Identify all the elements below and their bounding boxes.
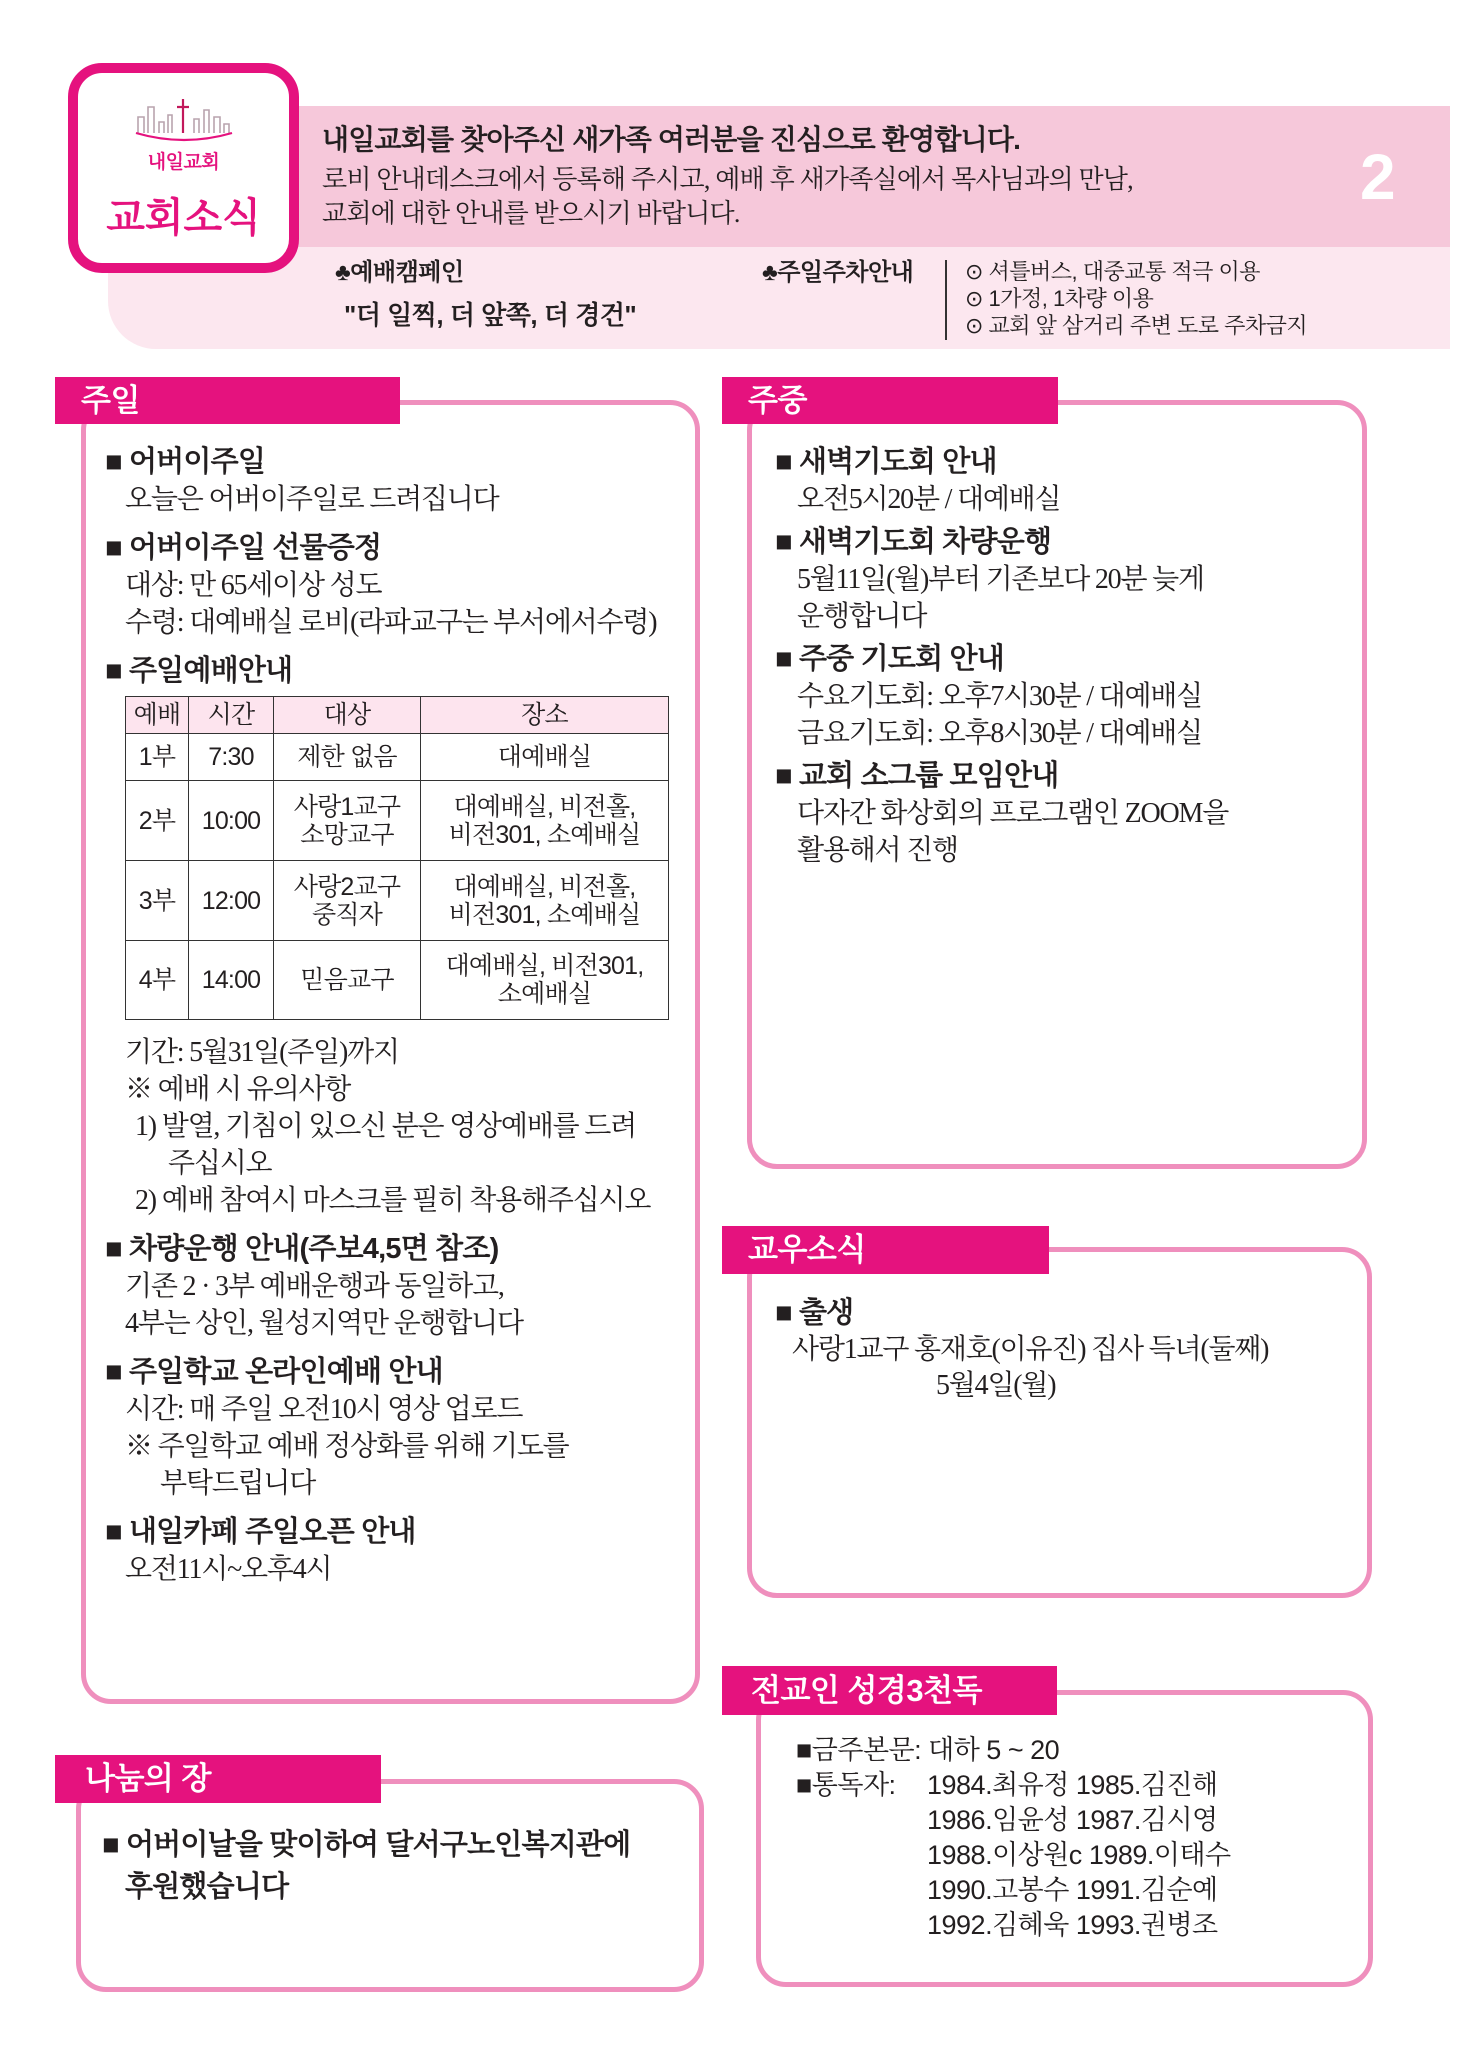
target-cell [274,781,421,861]
members-news-content [775,1294,1268,1404]
bible-reading-label: 전교인 성경3천독 [722,1666,1057,1715]
service-cell: 3부 [126,861,189,941]
campaign-label: ♣예배캠페인 [335,259,464,286]
weekday-section-box [747,400,1367,1169]
target-line: 사랑2교구 [293,872,401,901]
service-cell: 1부 [126,734,189,781]
place-line: 대예배실, 비전홀, [453,792,636,821]
table-header-cell: 예배 [126,697,189,734]
logo-title: 교회소식 [106,196,261,240]
page-number: 2 [1360,141,1396,213]
place-cell [421,781,669,861]
church-logo-icon [134,95,234,143]
target-cell [274,861,421,941]
weekday-content [775,443,1228,869]
small-group-text: 활용해서 진행 [797,835,958,866]
weekly-passage: ■금주본문: 대하 5 ~ 20 [796,1735,1060,1765]
parking-item: ⊙ 1가정, 1차량 이용 [965,286,1154,311]
parking-list [965,258,1307,339]
worship-notice-1-cont: 주십시오 [168,1148,272,1179]
place-line: 대예배실, 비전301, [445,952,644,980]
target-cell [274,941,421,1020]
welcome-headline: 내일교회를 찾아주신 새가족 여러분을 진심으로 환영합니다. [322,124,1021,155]
cafe-heading: ■ 내일카페 주일오픈 안내 [105,1516,416,1548]
midweek-prayer-heading: ■ 주중 기도회 안내 [775,643,1004,675]
worship-notice-title: ※ 예배 시 유의사항 [125,1074,351,1105]
parents-sunday-text: 오늘은 어버이주일로 드려집니다 [125,484,499,515]
place-line: 비전301, 소예배실 [448,820,641,849]
reader-names: 1986.임윤성 1987.김시영 [927,1805,1218,1835]
sunday-school-text: ※ 주일학교 예배 정상화를 위해 기도를 [125,1431,569,1462]
time-cell: 12:00 [189,861,274,941]
birth-heading: ■ 출생 [775,1297,854,1329]
parking-label: ♣주일주차안내 [762,259,914,286]
vehicle-text: 4부는 상인, 월성지역만 운행합니다 [125,1308,523,1339]
table-row [126,861,669,941]
target-line: 사랑1교구 [293,792,401,821]
bible-reading-content [796,1733,1231,1943]
midweek-prayer-text: 수요기도회: 오후7시30분 / 대예배실 [797,681,1202,712]
campaign-slogan: "더 일찍, 더 앞쪽, 더 경건" [344,300,637,330]
place-line: 비전301, 소예배실 [448,900,641,929]
time-cell: 7:30 [189,734,274,781]
sunday-school-text: 시간: 매 주일 오전10시 영상 업로드 [125,1394,523,1425]
sharing-text: ■ 어버이날을 맞이하여 달서구노인복지관에 [102,1829,631,1861]
members-news-label: 교우소식 [722,1226,1049,1274]
sharing-content [102,1824,630,1908]
sunday-content [105,443,669,1588]
target-cell [274,734,421,781]
birth-date: 5월4일(월) [936,1370,1056,1401]
church-news-logo [68,63,299,273]
place-line: 대예배실 [497,743,592,771]
midweek-prayer-text: 금요기도회: 오후8시30분 / 대예배실 [797,718,1202,749]
logo-church-name: 내일교회 [147,152,220,173]
target-line: 중직자 [311,900,383,929]
reader-names: 1984.최유정 1985.김진해 [927,1770,1218,1800]
welcome-line-1: 로비 안내데스크에서 등록해 주시고, 예배 후 새가족실에서 목사님과의 만남, [322,165,1133,194]
parking-item: ⊙ 교회 앞 삼거리 주변 도로 주차금지 [965,313,1308,338]
sunday-school-text: 부탁드립니다 [160,1468,316,1499]
place-cell [421,734,669,781]
time-cell: 10:00 [189,781,274,861]
gift-target-text: 대상: 만 65세이상 성도 [125,570,382,601]
target-line: 제한 없음 [297,743,397,771]
dawn-prayer-text: 오전5시20분 / 대예배실 [797,484,1061,515]
members-news-box [747,1247,1372,1598]
table-header-cell: 장소 [421,697,669,734]
worship-period-text: 기간: 5월31일(주일)까지 [125,1037,399,1068]
sunday-section-box [81,400,700,1704]
table-row [126,941,669,1020]
readers-label: ■통독자: [796,1770,896,1800]
worship-schedule-table [125,696,669,1020]
vehicle-text: 기존 2 · 3부 예배운행과 동일하고, [125,1271,504,1302]
worship-notice-2: 2) 예배 참여시 마스크를 필히 착용해주십시오 [135,1185,651,1216]
welcome-line-2: 교회에 대한 안내를 받으시기 바랍니다. [322,199,740,228]
sharing-section-box [76,1779,704,1992]
small-group-heading: ■ 교회 소그룹 모임안내 [775,760,1059,792]
sunday-section-label: 주일 [55,377,400,424]
service-cell: 2부 [126,781,189,861]
readers-row [796,1768,1231,1803]
service-cell: 4부 [126,941,189,1020]
weekday-section-label: 주중 [722,377,1058,424]
parents-sunday-heading: ■ 어버이주일 [105,446,266,478]
table-header-row [126,697,669,734]
target-line: 믿음교구 [300,966,394,994]
worship-heading: ■ 주일예배안내 [105,655,293,687]
small-group-text: 다자간 화상회의 프로그램인 ZOOM을 [797,798,1229,829]
place-cell [421,861,669,941]
table-row [126,734,669,781]
bible-reading-box [756,1690,1373,1987]
place-cell [421,941,669,1020]
table-header-cell: 대상 [274,697,421,734]
dawn-prayer-bus-heading: ■ 새벽기도회 차량운행 [775,526,1052,558]
gift-heading: ■ 어버이주일 선물증정 [105,532,382,564]
dawn-prayer-bus-text: 운행합니다 [797,601,927,632]
vehicle-heading: ■ 차량운행 안내(주보4,5면 참조) [105,1233,499,1265]
gift-pickup-text: 수령: 대예배실 로비(라파교구는 부서에서수령) [125,607,657,638]
sharing-text: 후원했습니다 [125,1871,289,1903]
dawn-prayer-heading: ■ 새벽기도회 안내 [775,446,997,478]
time-cell: 14:00 [189,941,274,1020]
table-header-cell: 시간 [189,697,274,734]
place-line: 소예배실 [497,980,592,1008]
reader-names: 1990.고봉수 1991.김순예 [927,1875,1218,1905]
target-line: 소망교구 [300,820,394,849]
worship-notice-1: 1) 발열, 기침이 있으신 분은 영상예배를 드려 [135,1111,636,1142]
sunday-school-heading: ■ 주일학교 온라인예배 안내 [105,1356,443,1388]
dawn-prayer-bus-text: 5월11일(월)부터 기존보다 20분 늦게 [797,564,1204,595]
table-row [126,781,669,861]
cafe-hours-text: 오전11시~오후4시 [125,1554,332,1585]
birth-text: 사랑1교구 홍재호(이유진) 집사 득녀(둘째) [792,1334,1269,1365]
reader-names: 1988.이상원c 1989.이태수 [927,1840,1231,1870]
parking-item: ⊙ 셔틀버스, 대중교통 적극 이용 [965,259,1261,284]
sharing-section-label: 나눔의 장 [55,1755,381,1803]
reader-names: 1992.김혜욱 1993.권병조 [927,1910,1218,1940]
parking-divider [945,260,947,340]
place-line: 대예배실, 비전홀, [453,872,636,901]
